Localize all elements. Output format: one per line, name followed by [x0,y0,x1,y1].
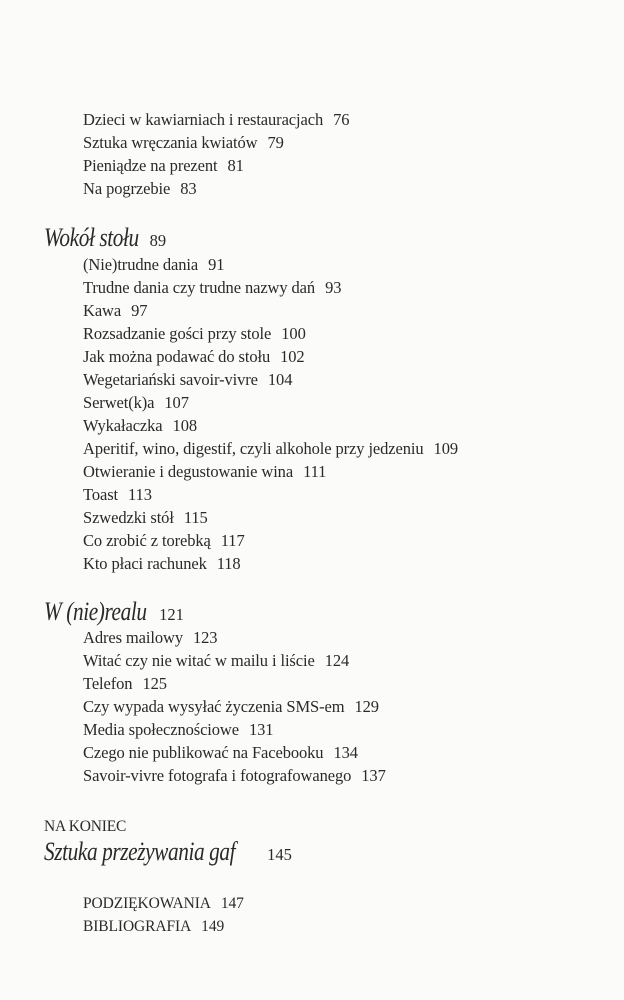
toc-entry-title: Co zrobić z torebką [83,531,211,550]
toc-entry-page: 108 [172,416,197,435]
toc-entry-page: 129 [354,697,379,716]
toc-entry [83,695,379,718]
toc-entry [83,154,244,177]
toc-entry-title: Telefon [83,674,133,693]
toc-entry [83,718,273,741]
toc-entry-page: 107 [164,393,189,412]
chapter-page: 121 [159,605,184,624]
toc-entry-page: 125 [142,674,167,693]
toc-entry-page: 123 [192,628,218,647]
toc-entry-title: Kawa [83,301,122,320]
toc-entry [83,108,349,131]
toc-entry-title: Czy wypada wysyłać życzenia SMS-em [83,697,345,716]
chapter-title: Wokół stołu [44,223,139,252]
chapter-page: 89 [149,231,167,250]
toc-entry-title: PODZIĘKOWANIA [83,895,211,912]
chapter-page: 145 [267,845,292,864]
toc-entry [83,131,284,154]
toc-entry [83,299,147,322]
toc-entry [83,345,305,368]
chapter-title: Sztuka przeżywania gaf [44,837,236,866]
toc-entry [83,460,326,483]
toc-entry-title: Trudne dania czy trudne nazwy dań [83,278,316,297]
toc-entry-page: 117 [220,531,245,550]
toc-entry [83,741,358,764]
toc-entry-title: Kto płaci rachunek [83,554,207,573]
toc-entry-page: 124 [324,651,350,670]
toc-entry [83,915,224,938]
toc-entry-title: Czego nie publikować na Facebooku [83,743,324,762]
toc-entry-title: Serwet(k)a [83,393,155,412]
toc-entry [83,649,349,672]
toc-entry [83,626,217,649]
toc-entry [83,414,197,437]
toc-entry-page: 79 [267,133,284,152]
toc-entry [83,764,386,787]
toc-entry [83,391,189,414]
chapter-heading [44,597,184,627]
toc-entry-title: Savoir-vivre fotografa i fotografowanego [83,766,352,785]
toc-entry-title: Witać czy nie witać w mailu i liście [83,651,315,670]
toc-entry-page: 104 [267,370,293,389]
toc-entry-page: 83 [180,179,197,198]
toc-entry-title: Jak można podawać do stołu [83,347,271,366]
toc-entry-title: Media społecznościowe [83,720,239,739]
chapter-title: W (nie)realu [44,597,147,626]
toc-entry-page: 102 [280,347,305,366]
toc-entry-title: Wykałaczka [83,416,163,435]
toc-entry-page: 134 [333,743,358,762]
toc-entry-page: 109 [433,439,458,458]
toc-entry [83,253,224,276]
toc-entry-page: 111 [303,462,327,481]
toc-entry-page: 115 [183,508,208,527]
toc-entry [83,672,167,695]
chapter-heading [44,223,166,253]
toc-entry-title: BIBLIOGRAFIA [83,918,192,935]
toc-entry-title: Dzieci w kawiarniach i restauracjach [83,110,324,129]
chapter-heading [44,837,292,867]
toc-entry [83,529,245,552]
toc-entry-title: Adres mailowy [83,628,183,647]
toc-entry [83,437,458,460]
toc-entry-title: Toast [83,485,119,504]
toc-entry-page: 100 [281,324,306,343]
toc-entry-title: Sztuka wręczania kwiatów [83,133,258,152]
toc-entry-title: Na pogrzebie [83,179,171,198]
toc-entry [83,322,306,345]
toc-entry-page: 131 [248,720,274,739]
toc-entry [83,276,341,299]
toc-entry-page: 118 [216,554,241,573]
toc-entry [83,177,197,200]
toc-entry-page: 93 [325,278,342,297]
toc-entry [83,368,292,391]
toc-entry-title: (Nie)trudne dania [83,255,199,274]
toc-entry-page: 91 [208,255,225,274]
toc-entry-title: Otwieranie i degustowanie wina [83,462,294,481]
toc-entry-page: 76 [333,110,350,129]
toc-entry-title: Wegetariański savoir-vivre [83,370,258,389]
toc-entry-page: 113 [128,485,152,504]
toc-entry-page: 147 [220,895,244,912]
toc-entry-title: Pieniądze na prezent [83,156,218,175]
toc-entry-page: 137 [361,766,386,785]
toc-entry-page: 149 [201,918,225,935]
section-label: NA KONIEC [44,818,127,835]
toc-entry-title: Szwedzki stół [83,508,174,527]
toc-entry [83,483,152,506]
toc-entry-page: 81 [227,156,244,175]
toc-entry-title: Aperitif, wino, digestif, czyli alkohole przy jedzeniu [83,439,424,458]
toc-entry [83,552,241,575]
toc-entry [83,892,244,915]
toc-entry [83,506,208,529]
toc-entry-title: Rozsadzanie gości przy stole [83,324,272,343]
toc-entry-page: 97 [131,301,148,320]
